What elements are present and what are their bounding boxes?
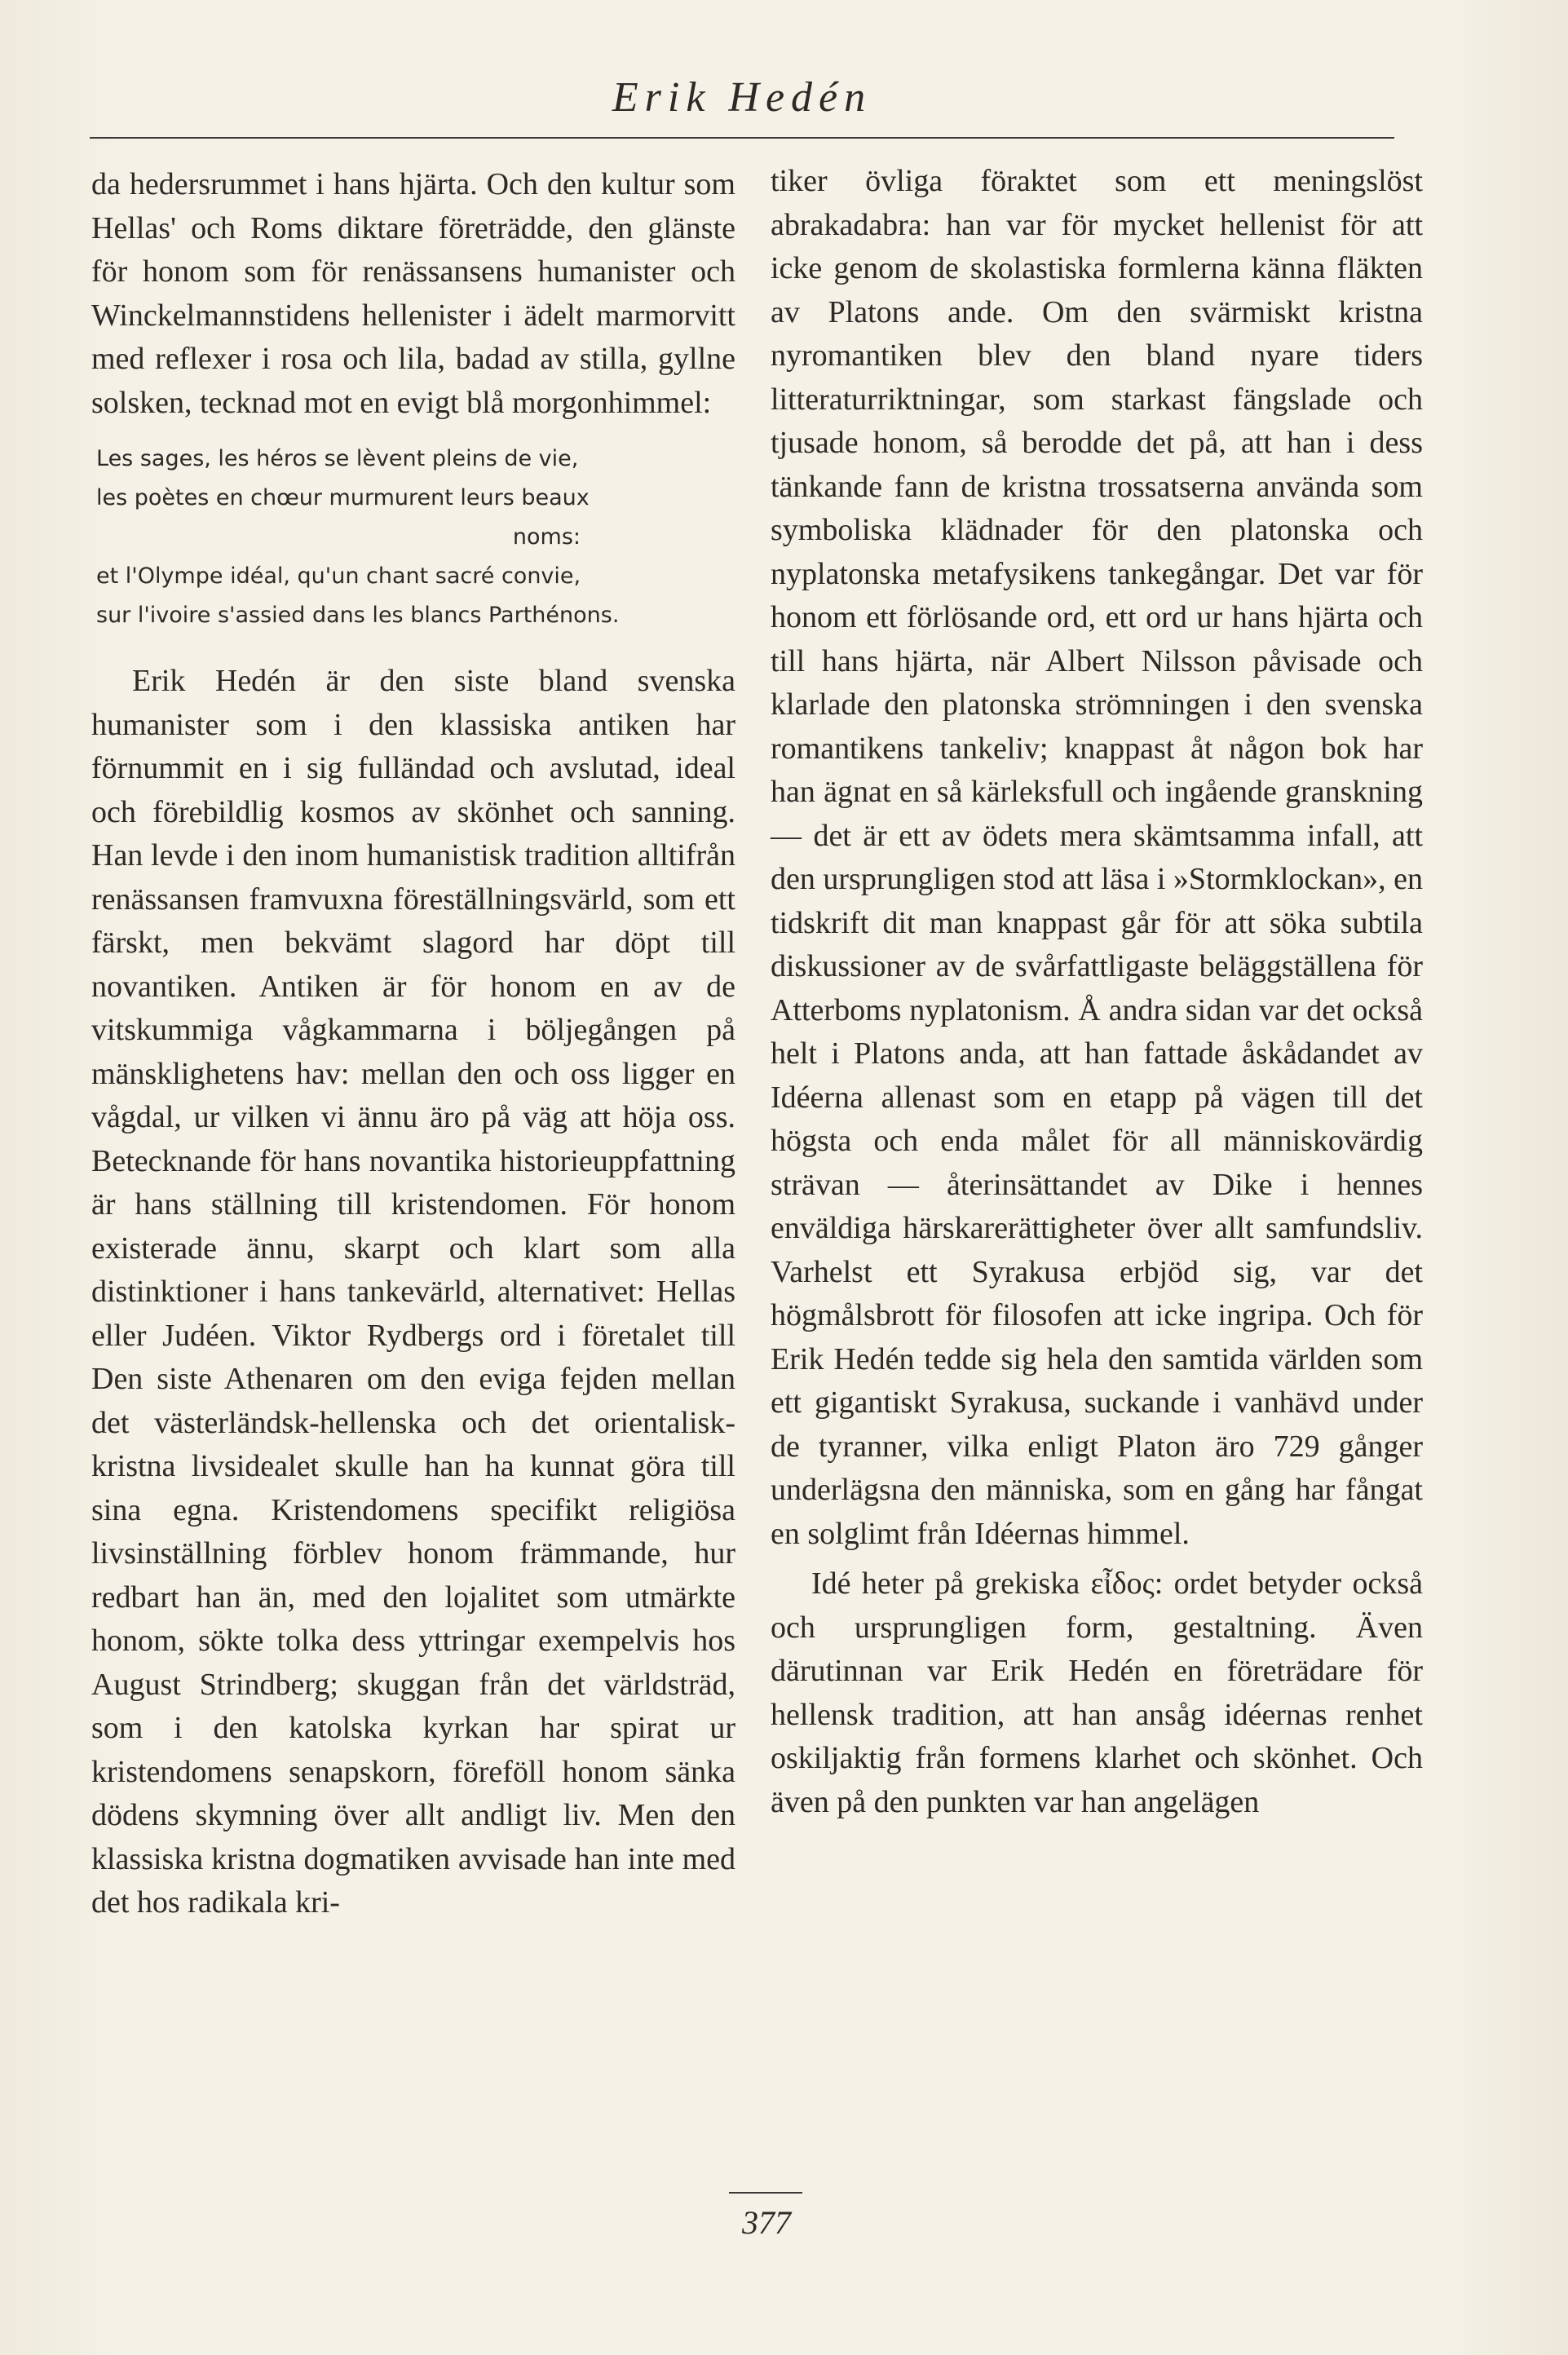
header-title: Erik Hedén xyxy=(612,74,872,121)
poem-line: sur l'ivoire s'assied dans les blancs Parthénons. xyxy=(96,603,620,628)
poem-quote xyxy=(96,440,735,635)
poem-line: et l'Olympe idéal, qu'un chant sacré convie, xyxy=(96,563,581,589)
header-rule xyxy=(90,137,1394,139)
paragraph: Idé heter på grekiska εἶδος: ordet betyder också och ursprungligen form, gestaltning. Även därutinnan var Erik Hedén en företrädare för hellensk tradition, att han ansåg idéernas renhet oskiljaktig från formens klarhet och skönhet. Och även på den punkten var han angelägen xyxy=(771,1566,1423,1819)
paragraph: Erik Hedén är den siste bland svenska humanister som i den klassiska antiken har förnummit en i sig fulländad och avslutad, ideal och förebildlig kosmos av skönhet och sanning. Han levde i den inom humanistisk tradition alltifrån renässansen framvuxna föreställningsvärld, som ett färskt, men bekvämt slagord har döpt till novantiken. Antiken är för honom en av de vitskummiga vågkammarna i böljegången på mänsklighetens hav: mellan den och oss ligger en vågdal, ur vilken vi ännu äro på väg att höja oss. Betecknande för hans novantika historieuppfattning är hans ställning till kristendomen. För honom existerade ännu, skarpt och klart som alla distinktioner i hans tankevärld, alternativet: Hellas eller Judéen. Viktor Rydbergs ord i företalet till Den siste Athenaren om den eviga fejden mellan det västerländsk-hellenska och det orientalisk-kristna livsidealet skulle han ha kunnat göra till sina egna. Kristendomens specifikt religiösa livsinställning förblev honom främmande, hur redbart han än, med den lojalitet som utmärkte honom, sökte tolka dess yttringar exempelvis hos August Strindberg; skuggan från det världsträd, som i den katolska kyrkan har spirat ur kristendomens senapskorn, föreföll honom sänka dödens skymning över allt andligt liv. Men den klassiska kristna dogmatiken avvisade han inte med det hos radikala kri- xyxy=(91,664,735,1920)
page-number: 377 xyxy=(742,2204,791,2241)
left-column xyxy=(91,163,735,1925)
poem-line: les poètes en chœur murmurent leurs beaux xyxy=(96,485,590,510)
poem-line: noms: xyxy=(512,524,581,550)
paragraph: da hedersrummet i hans hjärta. Och den kultur som Hellas' och Roms diktare företrädde, den glänste för honom som för renässansens humanister och Winckelmannstidens hellenister i ädelt marmorvitt med reflexer i rosa och lila, badad av stilla, gyllne solsken, tecknad mot en evigt blå morgonhimmel: xyxy=(91,167,735,420)
running-header xyxy=(90,67,1394,140)
right-column xyxy=(771,160,1423,1824)
paragraph: tiker övliga föraktet som ett meningslöst abrakadabra: han var för mycket hellenist för att icke genom de skolastiska formlerna känna fläkten av Platons ande. Om den svärmiskt kristna nyromantiken blev den bland nyare tiders litteraturriktningar, som starkast fängslade och tjusade honom, så berodde det på, att han i dess tänkande fann de kristna trossatserna använda som symboliska klädnader för den platonska och nyplatonska metafysikens tankegångar. Det var för honom ett förlösande ord, ett ord ur hans hjärta och till hans hjärta, när Albert Nilsson påvisade och klarlade den platonska strömningen i den svenska romantikens tankeliv; knappast åt någon bok har han ägnat en så kärleksfull och ingående granskning — det är ett av ödets mera skämtsamma infall, att den ursprungligen stod att läsa i »Stormklockan», en tidskrift dit man knappast går för att söka subtila diskussioner av de svårfattligaste beläggställena för Atterboms nyplatonism. Å andra sidan var det också helt i Platons anda, att han fattade åskådandet av Idéerna allenast som en etapp på vägen till det högsta och enda målet för all människovärdig strävan — återinsättandet av Dike i hennes enväldiga härskarerättigheter över allt samfundsliv. Varhelst ett Syrakusa erbjöd sig, var det högmålsbrott för filosofen att icke ingripa. Och för Erik Hedén tedde sig hela den samtida världen som ett gigantiskt Syrakusa, suckande i vanhävd under de tyranner, vilka enligt Platon äro 729 gånger underlägsna den människa, som en gång har fångat en solglimt från Idéernas himmel. xyxy=(771,164,1423,1551)
footer-rule xyxy=(729,2192,802,2194)
poem-line: Les sages, les héros se lèvent pleins de vie, xyxy=(96,446,579,471)
